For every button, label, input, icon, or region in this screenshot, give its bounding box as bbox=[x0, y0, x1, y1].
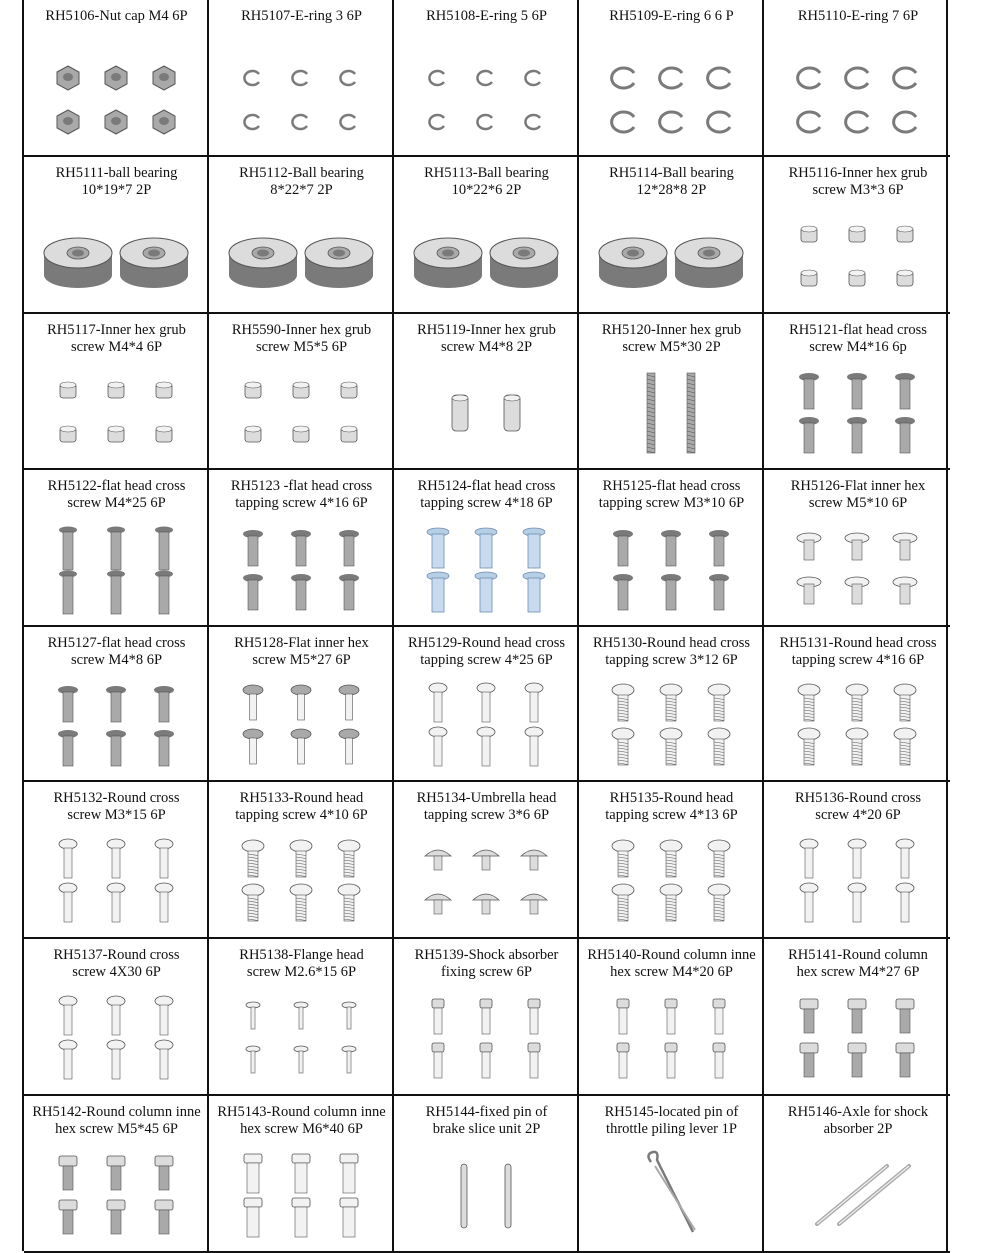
part-label bbox=[772, 1104, 944, 1138]
part-illustration bbox=[764, 983, 950, 1094]
part-cell bbox=[394, 1096, 579, 1253]
part-illustration bbox=[209, 826, 392, 937]
part-cell bbox=[764, 0, 950, 157]
part-cell bbox=[579, 627, 764, 782]
part-name: RH5139-Shock absorber bbox=[414, 947, 559, 963]
part-label bbox=[587, 947, 756, 981]
part-illustration bbox=[579, 671, 762, 780]
part-label bbox=[402, 322, 571, 356]
part-illustration bbox=[209, 358, 392, 468]
part-illustration bbox=[209, 1140, 392, 1251]
part-cell bbox=[209, 627, 394, 782]
part-spec: tapping screw 4*16 6P bbox=[791, 652, 925, 668]
part-label bbox=[217, 635, 386, 669]
part-label bbox=[772, 790, 944, 824]
part-label bbox=[772, 8, 944, 25]
part-illustration bbox=[764, 201, 950, 312]
part-spec: screw M4*4 6P bbox=[70, 339, 163, 355]
part-name: RH5121-flat head cross bbox=[789, 322, 927, 338]
part-cell bbox=[24, 0, 209, 157]
part-name: RH5132-Round cross bbox=[53, 790, 180, 806]
part-name: RH5106-Nut cap M4 6P bbox=[45, 8, 188, 24]
part-label bbox=[32, 478, 201, 512]
part-cell bbox=[579, 470, 764, 627]
part-illustration bbox=[394, 826, 577, 937]
part-illustration bbox=[209, 983, 392, 1094]
part-illustration bbox=[579, 514, 762, 625]
part-spec: tapping screw 3*6 6P bbox=[423, 807, 550, 823]
part-label bbox=[587, 635, 756, 669]
part-label bbox=[217, 8, 386, 25]
part-cell bbox=[579, 1096, 764, 1253]
parts-table bbox=[22, 0, 948, 1251]
part-spec: absorber 2P bbox=[823, 1121, 893, 1137]
part-spec: hex screw M6*40 6P bbox=[240, 1121, 363, 1137]
part-name: RH5119-Inner hex grub bbox=[417, 322, 556, 338]
part-illustration bbox=[24, 201, 207, 312]
part-name: RH5137-Round cross bbox=[53, 947, 180, 963]
part-label bbox=[217, 322, 386, 356]
part-illustration bbox=[394, 671, 577, 780]
part-name: RH5145-located pin of bbox=[604, 1104, 739, 1120]
part-name: RH5130-Round head cross bbox=[592, 635, 751, 651]
part-illustration bbox=[209, 514, 392, 625]
part-name: RH5109-E-ring 6 6 P bbox=[609, 8, 734, 24]
part-name: RH5135-Round head bbox=[609, 790, 734, 806]
part-spec: 10*19*7 2P bbox=[81, 182, 152, 198]
part-label bbox=[587, 322, 756, 356]
part-label bbox=[217, 790, 386, 824]
part-name: RH5140-Round column inne bbox=[587, 947, 756, 963]
part-label bbox=[217, 947, 386, 981]
part-cell bbox=[24, 627, 209, 782]
part-name: RH5131-Round head cross bbox=[779, 635, 937, 651]
part-name: RH5120-Inner hex grub bbox=[601, 322, 742, 338]
part-illustration bbox=[579, 1140, 762, 1251]
part-spec: screw M4*8 2P bbox=[440, 339, 533, 355]
part-name: RH5146-Axle for shock bbox=[787, 1104, 929, 1120]
part-spec: screw M4*25 6P bbox=[67, 495, 166, 511]
part-spec: brake slice unit 2P bbox=[432, 1121, 541, 1137]
part-cell bbox=[579, 782, 764, 939]
part-spec: tapping screw 4*18 6P bbox=[420, 495, 553, 511]
part-cell bbox=[394, 939, 579, 1096]
part-spec: screw M5*27 6P bbox=[252, 652, 351, 668]
part-illustration bbox=[764, 826, 950, 937]
part-cell bbox=[209, 939, 394, 1096]
part-label bbox=[402, 165, 571, 199]
part-label bbox=[772, 165, 944, 199]
part-cell bbox=[209, 314, 394, 470]
part-cell bbox=[24, 470, 209, 627]
part-spec: fixing screw 6P bbox=[440, 964, 532, 980]
part-cell bbox=[24, 314, 209, 470]
part-label bbox=[32, 322, 201, 356]
part-name: RH5136-Round cross bbox=[794, 790, 922, 806]
part-label bbox=[32, 947, 201, 981]
part-illustration bbox=[209, 44, 392, 155]
part-name: RH5125-flat head cross bbox=[602, 478, 741, 494]
part-cell bbox=[209, 157, 394, 314]
part-cell bbox=[579, 0, 764, 157]
part-spec: tapping screw 4*25 6P bbox=[420, 652, 553, 668]
part-illustration bbox=[394, 1140, 577, 1251]
part-label bbox=[587, 790, 756, 824]
part-cell bbox=[394, 470, 579, 627]
part-label bbox=[587, 1104, 756, 1138]
part-spec: screw M2.6*15 6P bbox=[246, 964, 357, 980]
part-illustration bbox=[579, 358, 762, 468]
part-cell bbox=[24, 939, 209, 1096]
part-cell bbox=[24, 1096, 209, 1253]
part-label bbox=[587, 165, 756, 199]
part-cell bbox=[579, 939, 764, 1096]
part-cell bbox=[764, 782, 950, 939]
part-label bbox=[402, 635, 571, 669]
part-cell bbox=[394, 314, 579, 470]
part-illustration bbox=[764, 358, 950, 468]
part-name: RH5134-Umbrella head bbox=[416, 790, 557, 806]
part-cell bbox=[579, 314, 764, 470]
part-name: RH5144-fixed pin of bbox=[425, 1104, 548, 1120]
part-spec: screw M3*15 6P bbox=[67, 807, 166, 823]
part-label bbox=[587, 478, 756, 512]
part-cell bbox=[764, 314, 950, 470]
part-name: RH5114-Ball bearing bbox=[609, 165, 734, 181]
part-label bbox=[32, 635, 201, 669]
part-cell bbox=[394, 0, 579, 157]
part-name: RH5122-flat head cross bbox=[47, 478, 186, 494]
part-cell bbox=[764, 470, 950, 627]
part-spec: throttle piling lever 1P bbox=[606, 1121, 737, 1137]
part-spec: screw M4*8 6P bbox=[70, 652, 163, 668]
part-cell bbox=[764, 627, 950, 782]
part-label bbox=[217, 478, 386, 512]
part-label bbox=[402, 947, 571, 981]
part-spec: screw M4*16 6p bbox=[809, 339, 907, 355]
part-cell bbox=[764, 939, 950, 1096]
part-illustration bbox=[764, 671, 950, 780]
part-spec: screw 4X30 6P bbox=[72, 964, 161, 980]
part-label bbox=[402, 1104, 571, 1138]
part-illustration bbox=[394, 358, 577, 468]
part-name: RH5129-Round head cross bbox=[407, 635, 566, 651]
part-illustration bbox=[764, 1140, 950, 1251]
part-name: RH5126-Flat inner hex bbox=[790, 478, 926, 494]
part-name: RH5107-E-ring 3 6P bbox=[241, 8, 362, 24]
part-label bbox=[402, 478, 571, 512]
part-spec: hex screw M4*20 6P bbox=[610, 964, 733, 980]
part-cell bbox=[394, 627, 579, 782]
part-name: RH5116-Inner hex grub bbox=[788, 165, 928, 181]
part-illustration bbox=[24, 44, 207, 155]
part-spec: 10*22*6 2P bbox=[451, 182, 522, 198]
part-spec: screw M5*30 2P bbox=[622, 339, 721, 355]
part-spec: 12*28*8 2P bbox=[636, 182, 707, 198]
part-illustration bbox=[394, 514, 577, 625]
part-cell bbox=[24, 157, 209, 314]
part-label bbox=[772, 635, 944, 669]
part-name: RH5143-Round column inne bbox=[217, 1104, 386, 1120]
part-name: RH5111-ball bearing bbox=[55, 165, 178, 181]
part-name: RH5110-E-ring 7 6P bbox=[797, 8, 919, 24]
part-cell bbox=[209, 782, 394, 939]
part-illustration bbox=[209, 201, 392, 312]
part-illustration bbox=[24, 358, 207, 468]
part-illustration bbox=[24, 671, 207, 780]
part-name: RH5113-Ball bearing bbox=[424, 165, 549, 181]
part-spec: screw M5*10 6P bbox=[808, 495, 908, 511]
part-illustration bbox=[24, 826, 207, 937]
part-illustration bbox=[209, 671, 392, 780]
part-illustration bbox=[579, 983, 762, 1094]
part-illustration bbox=[764, 514, 950, 625]
part-spec: 8*22*7 2P bbox=[270, 182, 333, 198]
part-cell bbox=[209, 470, 394, 627]
part-name: RH5142-Round column inne bbox=[32, 1104, 201, 1120]
part-label bbox=[587, 8, 756, 25]
part-spec: tapping screw 4*16 6P bbox=[235, 495, 368, 511]
part-spec: hex screw M4*27 6P bbox=[796, 964, 920, 980]
part-label bbox=[772, 478, 944, 512]
part-label bbox=[217, 1104, 386, 1138]
part-illustration bbox=[394, 201, 577, 312]
part-cell bbox=[209, 1096, 394, 1253]
part-illustration bbox=[394, 983, 577, 1094]
part-illustration bbox=[24, 514, 207, 625]
part-label bbox=[32, 1104, 201, 1138]
part-illustration bbox=[764, 44, 950, 155]
part-illustration bbox=[24, 1140, 207, 1251]
part-name: RH5124-flat head cross bbox=[417, 478, 556, 494]
part-spec: tapping screw 4*10 6P bbox=[235, 807, 368, 823]
part-name: RH5117-Inner hex grub bbox=[47, 322, 186, 338]
part-cell bbox=[394, 157, 579, 314]
part-label bbox=[32, 165, 201, 199]
part-name: RH5112-Ball bearing bbox=[239, 165, 364, 181]
part-label bbox=[772, 322, 944, 356]
part-cell bbox=[394, 782, 579, 939]
part-illustration bbox=[579, 44, 762, 155]
part-label bbox=[772, 947, 944, 981]
part-spec: screw M3*3 6P bbox=[812, 182, 904, 198]
part-name: RH5141-Round column bbox=[788, 947, 928, 963]
part-name: RH5590-Inner hex grub bbox=[231, 322, 372, 338]
part-label bbox=[32, 790, 201, 824]
part-spec: tapping screw 4*13 6P bbox=[605, 807, 738, 823]
part-cell bbox=[764, 1096, 950, 1253]
part-spec: screw M5*5 6P bbox=[255, 339, 348, 355]
part-name: RH5133-Round head bbox=[239, 790, 364, 806]
part-spec: screw 4*20 6P bbox=[815, 807, 901, 823]
part-cell bbox=[764, 157, 950, 314]
part-label bbox=[217, 165, 386, 199]
part-name: RH5127-flat head cross bbox=[47, 635, 186, 651]
part-label bbox=[32, 8, 201, 25]
part-name: RH5128-Flat inner hex bbox=[234, 635, 369, 651]
part-name: RH5123 -flat head cross bbox=[230, 478, 373, 494]
part-spec: hex screw M5*45 6P bbox=[55, 1121, 178, 1137]
part-illustration bbox=[579, 826, 762, 937]
part-cell bbox=[24, 782, 209, 939]
part-label bbox=[402, 8, 571, 25]
part-spec: tapping screw 3*12 6P bbox=[605, 652, 738, 668]
part-name: RH5108-E-ring 5 6P bbox=[426, 8, 547, 24]
part-spec: tapping screw M3*10 6P bbox=[598, 495, 745, 511]
part-label bbox=[402, 790, 571, 824]
part-illustration bbox=[579, 201, 762, 312]
part-cell bbox=[579, 157, 764, 314]
part-cell bbox=[209, 0, 394, 157]
part-illustration bbox=[24, 983, 207, 1094]
part-name: RH5138-Flange head bbox=[239, 947, 364, 963]
part-illustration bbox=[394, 44, 577, 155]
